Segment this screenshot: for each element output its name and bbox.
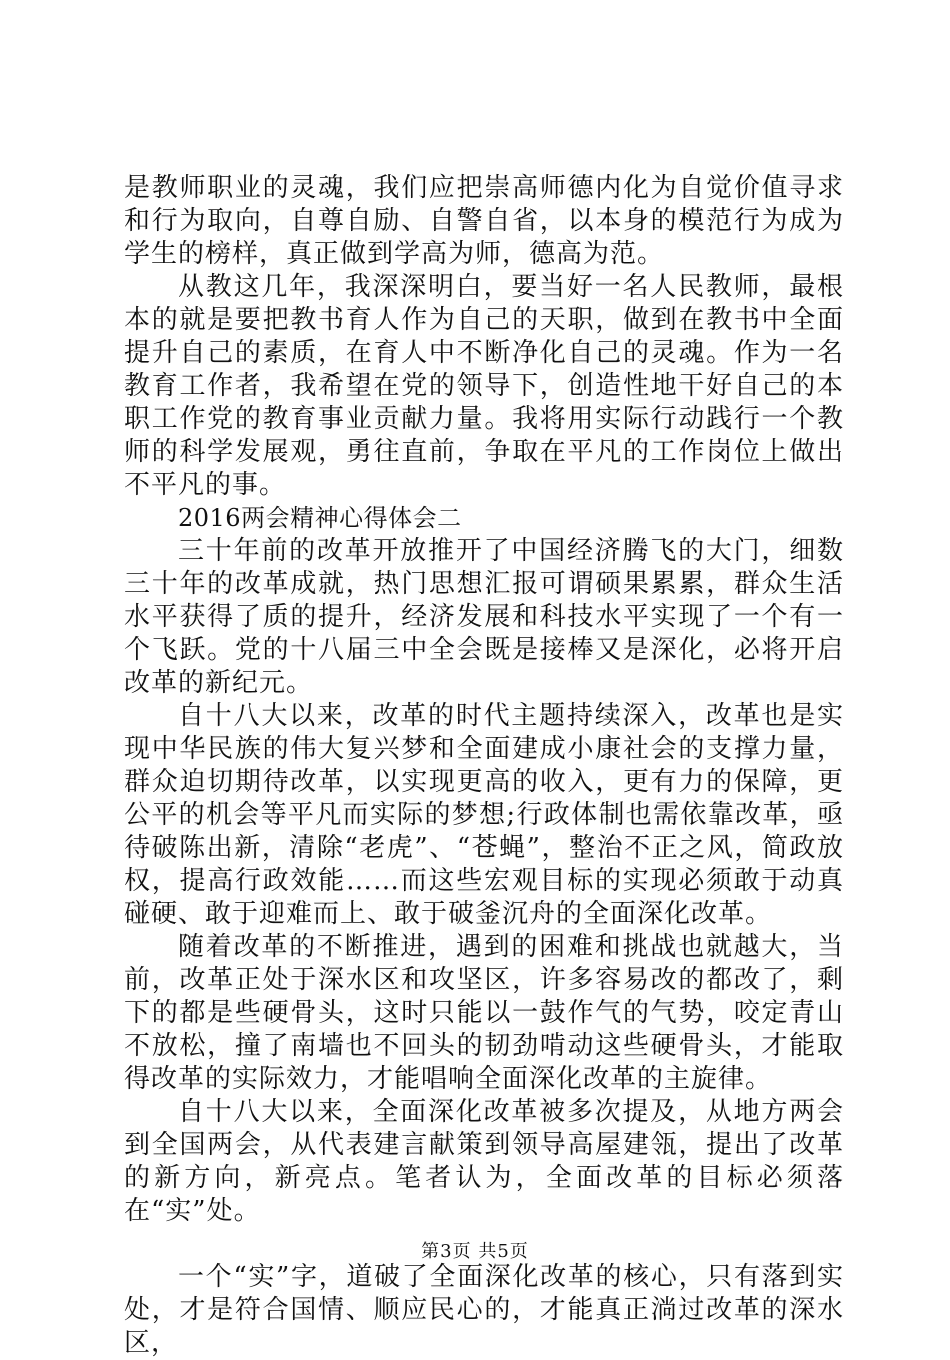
section-heading: 2016两会精神心得体会二	[178, 504, 462, 532]
paragraph-continuation: 是教师职业的灵魂，我们应把崇高师德内化为自觉价值寻求和行为取向，自尊自励、自警自省，以本身的模范行为成为学生的榜样，真正做到学高为师，德高为范。	[124, 173, 844, 269]
page-number: 第3页 共5页	[421, 1241, 529, 1262]
paragraph-reform-goals: 自十八大以来，全面深化改革被多次提及，从地方两会到全国两会，从代表建言献策到领导高屋建瓴，提出了改革的新方向，新亮点。笔者认为，全面改革的目标必须落在“实”处。	[124, 1097, 844, 1226]
paragraph-reform-theme: 自十八大以来，改革的时代主题持续深入，改革也是实现中华民族的伟大复兴梦和全面建成小康社会的支撑力量，群众迫切期待改革，以实现更高的收入，更有力的保障，更公平的机会等平凡而实际的梦想;行政体制也需依靠改革，亟待破陈出新，清除“老虎”、“苍蝇”，整治不正之风，简政放权，提高行政效能……而这些宏观目标的实现必须敢于动真碰硬、敢于迎难而上、敢于破釜沉舟的全面深化改革。	[124, 701, 844, 929]
paragraph-reform-thirty-years: 三十年前的改革开放推开了中国经济腾飞的大门，细数三十年的改革成就，热门思想汇报可谓硕果累累，群众生活水平获得了质的提升，经济发展和科技水平实现了一个有一个飞跃。党的十八届三中全会既是接棒又是深化，必将开启改革的新纪元。	[124, 536, 844, 698]
paragraph-shi-character: 一个“实”字，道破了全面深化改革的核心，只有落到实处，才是符合国情、顺应民心的，才能真正淌过改革的深水区，	[124, 1262, 844, 1358]
document-body	[124, 172, 844, 1360]
paragraph-teaching-years: 从教这几年，我深深明白，要当好一名人民教师，最根本的就是要把教书育人作为自己的天职，做到在教书中全面提升自己的素质，在育人中不断净化自己的灵魂。作为一名教育工作者，我希望在党的领导下，创造性地干好自己的本职工作党的教育事业贡献力量。我将用实际行动践行一个教师的科学发展观，勇往直前，争取在平凡的工作岗位上做出不平凡的事。	[124, 272, 844, 500]
paragraph-reform-challenges: 随着改革的不断推进，遇到的困难和挑战也就越大，当前，改革正处于深水区和攻坚区，许多容易改的都改了，剩下的都是些硬骨头，这时只能以一鼓作气的气势，咬定青山不放松，撞了南墙也不回头的韧劲啃动这些硬骨头，才能取得改革的实际效力，才能唱响全面深化改革的主旋律。	[124, 932, 844, 1094]
